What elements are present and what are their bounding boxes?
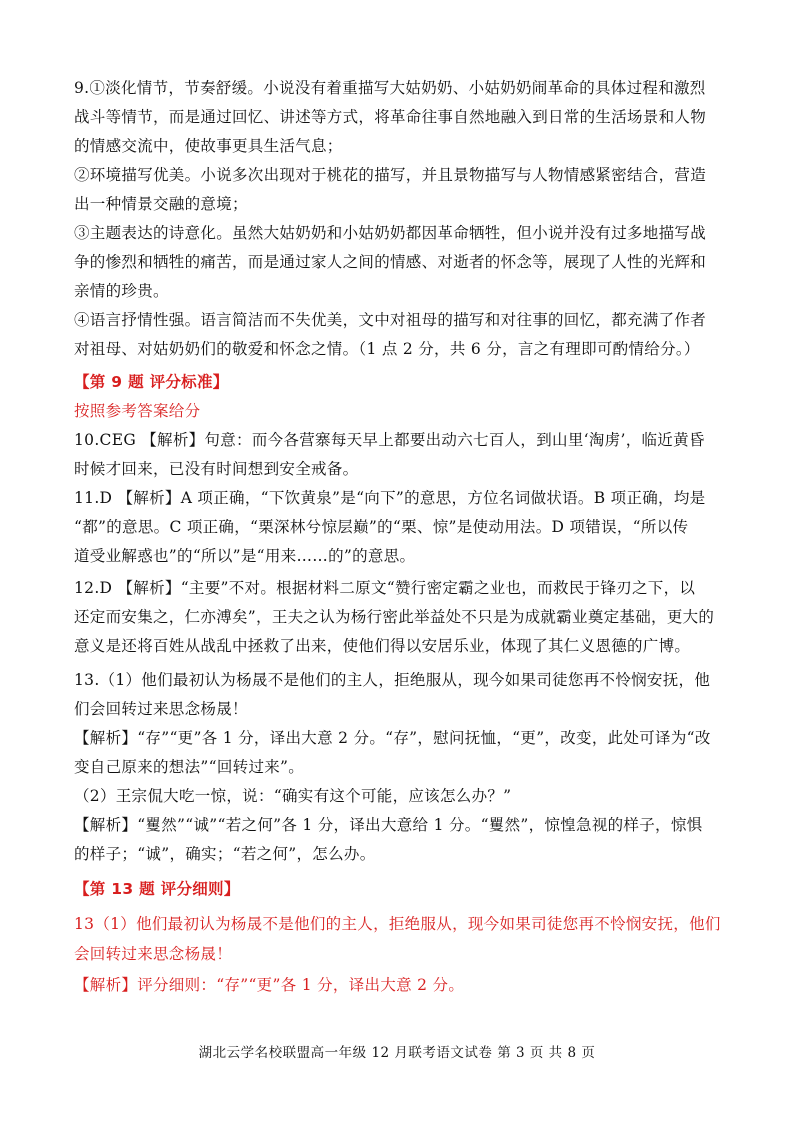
q11-line-1: 11.D 【解析】A 项正确，“下饮黄泉”是“向下”的意思，方位名词做状语。B 项正确，均是 xyxy=(74,489,706,507)
q9-line-2: 战斗等情节，而是通过回忆、讲述等方式，将革命往事自然地融入到日常的生活场景和人物 xyxy=(74,108,707,126)
q11-line-2: “都”的意思。C 项正确，“栗深林兮惊层巅”的“栗、惊”是使动用法。D 项错误，“所以传 xyxy=(74,518,689,536)
q10-line-2: 时候才回来，已没有时间想到安全戒备。 xyxy=(74,460,359,478)
q9-line-6: ③主题表达的诗意化。虽然大姑奶奶和小姑奶奶都因革命牺牲，但小说并没有过多地描写战 xyxy=(74,224,707,242)
q9-line-1: 9.①淡化情节，节奏舒缓。小说没有着重描写大姑奶奶、小姑奶奶闹革命的具体过程和激烈 xyxy=(74,79,706,97)
q13-line-1: 13.（1）他们最初认为杨晟不是他们的主人，拒绝服从，现今如果司徒您再不怜悯安抚，他 xyxy=(74,671,711,689)
q13-line-3: 【解析】“存”“更”各 1 分，译出大意 2 分。“存”，慰问抚恤，“更”，改变，此处可译为“改 xyxy=(74,729,711,747)
q13-rubric-line-1: 13（1）他们最初认为杨晟不是他们的主人，拒绝服从，现今如果司徒您再不怜悯安抚，他们 xyxy=(74,915,721,933)
page-footer: 湖北云学名校联盟高一年级 12 月联考语文试卷 第 3 页 共 8 页 xyxy=(198,1045,596,1061)
q13-line-7: 的样子；“诚”，确实；“若之何”，怎么办。 xyxy=(74,845,376,863)
q9-line-9: ④语言抒情性强。语言简洁而不失优美，文中对祖母的描写和对往事的回忆，都充满了作者 xyxy=(74,311,707,329)
q12-line-3: 意义是还将百姓从战乱中拯救了出来，使他们得以安居乐业，体现了其仁义恩德的广博。 xyxy=(74,637,691,655)
q9-rubric-text: 按照参考答案给分 xyxy=(74,402,201,420)
q12-line-2: 还定而安集之，仁亦溥矣”，王夫之认为杨行密此举益处不只是为成就霸业奠定基础，更大的 xyxy=(74,608,715,626)
q12-line-1: 12.D 【解析】“主要”不对。根据材料二原文“赞行密定霸之业也，而救民于锋刃之下，以 xyxy=(74,579,696,597)
q9-rubric-title: 【第 9 题 评分标准】 xyxy=(74,373,229,391)
q13-rubric-line-2: 会回转过来思念杨晟！ xyxy=(74,945,233,963)
q11-line-3: 道受业解惑也”的“所以”是“用来……的”的意思。 xyxy=(74,547,416,565)
q9-line-4: ②环境描写优美。小说多次出现对于桃花的描写，并且景物描写与人物情感紧密结合，营造 xyxy=(74,166,707,184)
q13-rubric-line-3: 【解析】评分细则：“存”“更”各 1 分，译出大意 2 分。 xyxy=(74,976,465,994)
q9-line-5: 出一种情景交融的意境； xyxy=(74,195,248,213)
q9-line-10: 对祖母、对姑奶奶们的敬爱和怀念之情。（1 点 2 分，共 6 分，言之有理即可酌情给分。） xyxy=(74,340,700,358)
q13-line-4: 变自己原来的想法”“回转过来”。 xyxy=(74,758,305,776)
q9-line-7: 争的惨烈和牺牲的痛苦，而是通过家人之间的情感、对逝者的怀念等，展现了人性的光辉和 xyxy=(74,253,707,271)
q9-line-3: 的情感交流中，使故事更具生活气息； xyxy=(74,137,343,155)
q13-line-5: （2）王宗侃大吃一惊，说：“确实有这个可能，应该怎么办？” xyxy=(74,787,512,805)
q13-rubric-title: 【第 13 题 评分细则】 xyxy=(74,880,240,898)
q13-line-2: 们会回转过来思念杨晟！ xyxy=(74,700,248,718)
q10-line-1: 10.CEG 【解析】句意：而今各营寨每天早上都要出动六七百人，到山里‘淘虏’，临近黄昏 xyxy=(74,431,705,449)
q13-line-6: 【解析】“矍然”“诚”“若之何”各 1 分，译出大意给 1 分。“矍然”，惊惶急视的样子，惊惧 xyxy=(74,816,703,834)
q9-line-8: 亲情的珍贵。 xyxy=(74,282,169,300)
